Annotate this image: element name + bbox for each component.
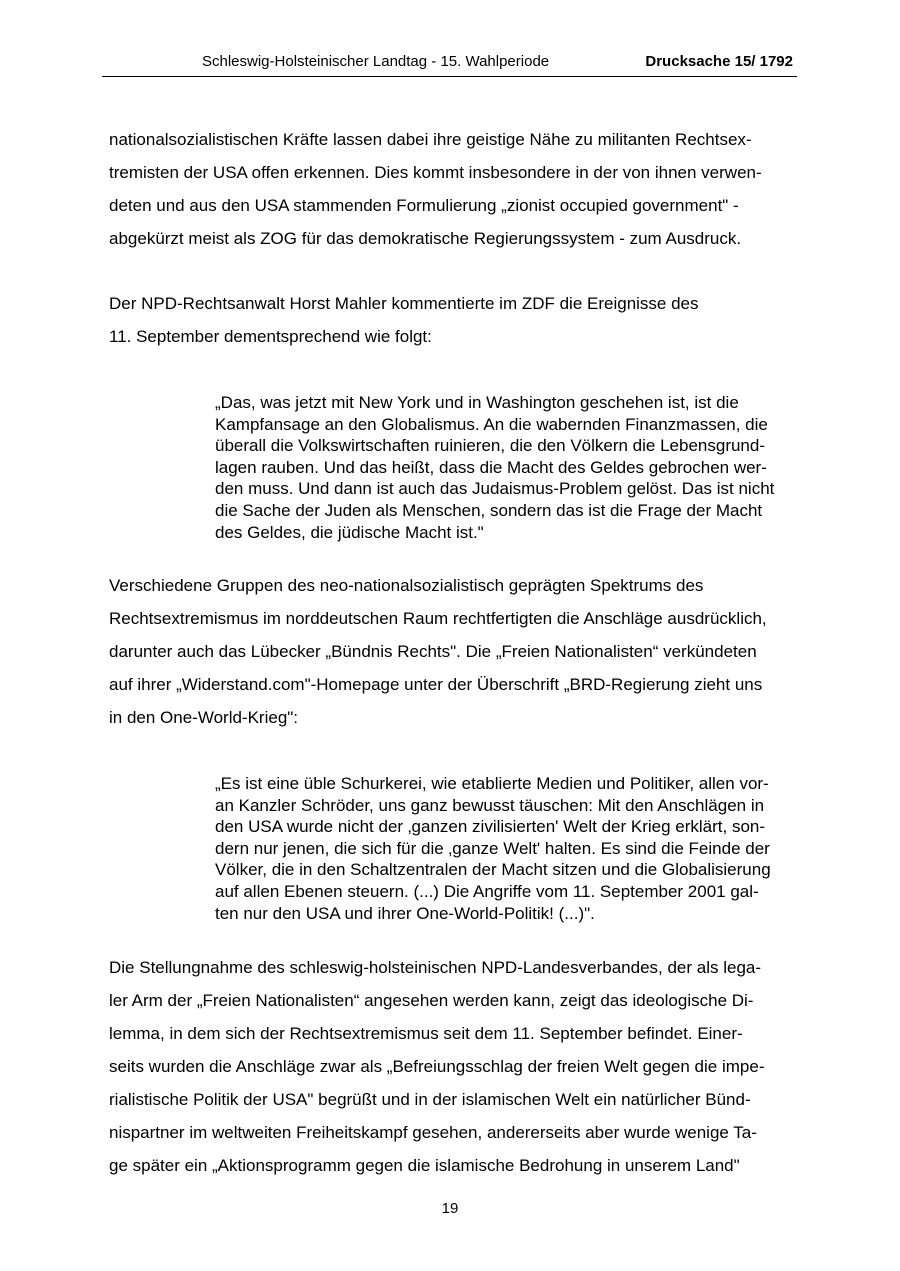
quote-line: überall die Volkswirtschaften ruinieren, die den Völkern die Lebensgrund- <box>215 436 766 456</box>
page-number: 19 <box>441 1200 459 1217</box>
paragraph-4-line: Die Stellungnahme des schleswig-holsteinischen NPD-Landesverbandes, der als lega- <box>109 958 762 977</box>
paragraph-1-line: nationalsozialistischen Kräfte lassen dabei ihre geistige Nähe zu militanten Rechtsex- <box>109 130 752 149</box>
paragraph-2-line: Der NPD-Rechtsanwalt Horst Mahler kommentierte im ZDF die Ereignisse des <box>109 294 699 313</box>
paragraph-3-line: in den One-World-Krieg": <box>109 708 299 727</box>
paragraph-4-line: seits wurden die Anschläge zwar als „Befreiungsschlag der freien Welt gegen die impe- <box>109 1057 765 1076</box>
paragraph-4-line: ler Arm der „Freien Nationalisten“ angesehen werden kann, zeigt das ideologische Di- <box>109 991 754 1010</box>
paragraph-1-line: tremisten der USA offen erkennen. Dies kommt insbesondere in der von ihnen verwen- <box>109 163 762 182</box>
paragraph-4-line: lemma, in dem sich der Rechtsextremismus seit dem 11. September befindet. Einer- <box>109 1024 743 1043</box>
quote-line: „Es ist eine üble Schurkerei, wie etablierte Medien und Politiker, allen vor- <box>215 774 769 793</box>
document-number: Drucksache 15/ 1792 <box>645 53 793 70</box>
paragraph-4-line: rialistische Politik der USA" begrüßt und in der islamischen Welt ein natürlicher Bünd- <box>109 1090 751 1109</box>
paragraph-1-line: abgekürzt meist als ZOG für das demokratische Regierungssystem - zum Ausdruck. <box>109 229 742 248</box>
quote-line: dern nur jenen, die sich für die ‚ganze Welt' halten. Es sind die Feinde der <box>215 838 770 858</box>
paragraph-2-line: 11. September dementsprechend wie folgt: <box>109 327 432 346</box>
quote-line: den USA wurde nicht der ‚ganzen zivilisierten' Welt der Krieg erklärt, son- <box>215 817 766 837</box>
quote-line: „Das, was jetzt mit New York und in Washington geschehen ist, ist die <box>215 393 739 412</box>
paragraph-4-line: nispartner im weltweiten Freiheitskampf gesehen, andererseits aber wurde wenige Ta- <box>109 1123 757 1142</box>
quote-line: an Kanzler Schröder, uns ganz bewusst täuschen: Mit den Anschlägen in <box>215 795 765 815</box>
quote-line: auf allen Ebenen steuern. (...) Die Angriffe vom 11. September 2001 gal- <box>215 881 759 901</box>
paragraph-4-line: ge später ein „Aktionsprogramm gegen die islamische Bedrohung in unserem Land" <box>109 1156 740 1175</box>
paragraph-3-line: darunter auch das Lübecker „Bündnis Rechts". Die „Freien Nationalisten“ verkündeten <box>109 642 757 661</box>
paragraph-1-line: deten und aus den USA stammenden Formulierung „zionist occupied government" - <box>109 196 739 215</box>
quote-line: Völker, die in den Schaltzentralen der Macht sitzen und die Globalisierung <box>215 860 771 880</box>
block-quote-1 <box>215 392 795 543</box>
block-quote-2 <box>215 773 795 924</box>
quote-line: Kampfansage an den Globalismus. An die wabernden Finanzmassen, die <box>215 414 768 434</box>
quote-line: die Sache der Juden als Menschen, sondern das ist die Frage der Macht <box>215 500 763 520</box>
paragraph-3-line: auf ihrer „Widerstand.com"-Homepage unter der Überschrift „BRD-Regierung zieht uns <box>109 675 763 694</box>
quote-line: ten nur den USA und ihrer One-World-Politik! (...)". <box>215 903 595 923</box>
page-header <box>102 50 797 77</box>
quote-line: lagen rauben. Und das heißt, dass die Macht des Geldes gebrochen wer- <box>215 457 767 477</box>
quote-line: des Geldes, die jüdische Macht ist." <box>215 522 484 542</box>
header-title: Schleswig-Holsteinischer Landtag - 15. Wahlperiode <box>202 53 550 70</box>
paragraph-3-line: Rechtsextremismus im norddeutschen Raum rechtfertigten die Anschläge ausdrücklich, <box>109 609 767 628</box>
paragraph-3-line: Verschiedene Gruppen des neo-nationalsozialistisch geprägten Spektrums des <box>109 576 704 595</box>
quote-line: den muss. Und dann ist auch das Judaismus-Problem gelöst. Das ist nicht <box>215 479 775 499</box>
